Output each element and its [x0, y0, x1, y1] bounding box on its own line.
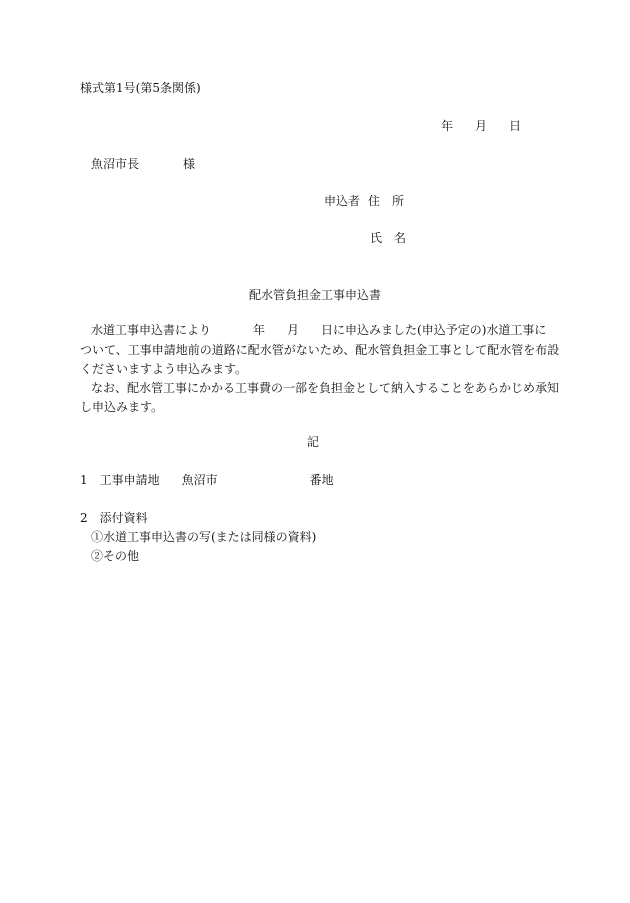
- date-year: 年: [441, 119, 454, 133]
- date-line: [441, 118, 521, 134]
- addressee-line: [91, 156, 195, 172]
- item1-label: 工事申請地: [99, 473, 160, 487]
- applicant-name-label: 氏 名: [370, 231, 407, 245]
- body-p1-b: 日に申込みました(申込予定の)水道工事に: [321, 323, 547, 337]
- item2-number: 2: [80, 511, 88, 525]
- body-p1-line1: [91, 322, 546, 338]
- address-label: 住 所: [368, 194, 405, 208]
- date-month: 月: [475, 119, 488, 133]
- body-p2-line2: し申込みます。: [80, 400, 164, 414]
- document-title: 配水管負担金工事申込書: [249, 288, 382, 302]
- body-p1-line2: ついて、工事申請地前の道路に配水管がないため、配水管負担金工事として配水管を布設: [80, 343, 560, 357]
- item1-city: 魚沼市: [181, 473, 218, 487]
- item2-sub2: ②その他: [91, 549, 140, 563]
- item2-line: [80, 510, 148, 526]
- applicant-address-line: [324, 193, 404, 209]
- form-label: 様式第1号(第5条関係): [80, 81, 201, 95]
- body-p1-month: 月: [287, 323, 300, 337]
- item2-label: 添付資料: [99, 511, 148, 525]
- body-p1-a: 水道工事申込書により: [91, 323, 212, 337]
- item1-number: 1: [80, 473, 88, 487]
- item1-suffix: 番地: [309, 473, 334, 487]
- applicant-label: 申込者: [324, 194, 361, 208]
- item1-line: [80, 472, 334, 488]
- addressee-name: 魚沼市長: [91, 157, 140, 171]
- body-p1-line3: くださいますよう申込みます。: [80, 362, 248, 376]
- item2-sub1: ①水道工事申込書の写(または同様の資料): [91, 530, 317, 544]
- ki-label: 記: [307, 435, 320, 449]
- body-p1-year: 年: [253, 323, 266, 337]
- addressee-honorific: 様: [183, 157, 196, 171]
- body-p2-line1: なお、配水管工事にかかる工事費の一部を負担金として納入することをあらかじめ承知: [91, 381, 560, 395]
- date-day: 日: [509, 119, 522, 133]
